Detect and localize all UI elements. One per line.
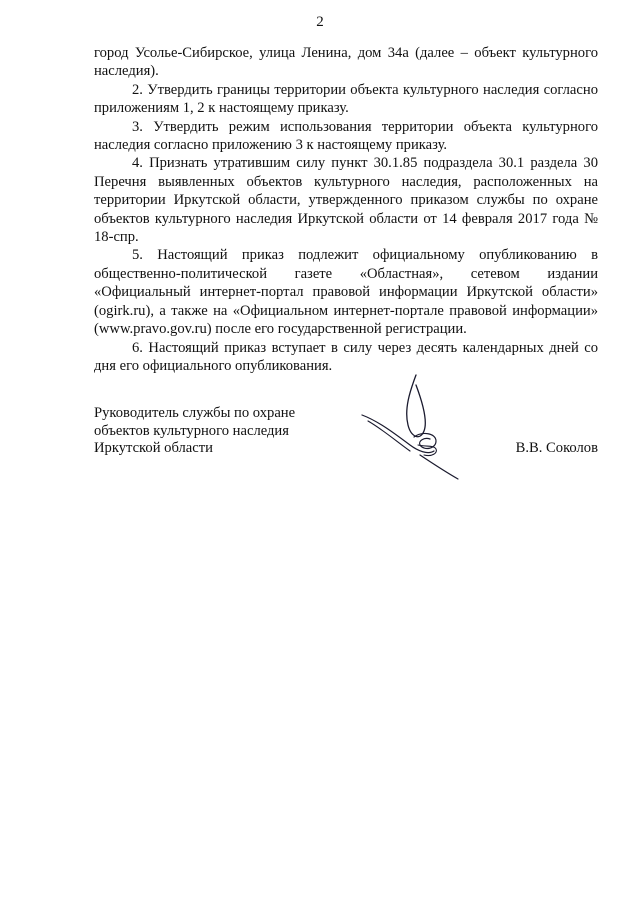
document-body — [94, 44, 598, 375]
paragraph-item-4: 4. Признать утратившим силу пункт 30.1.85 подраздела 30.1 раздела 30 Перечня выявленных объектов культурного наследия, расположенных на территории Иркутской области, утвержденного приказом службы по охране объектов культурного наследия Иркутской области от 14 февраля 2017 года № 18-спр. — [94, 155, 598, 246]
signer-title-line: Иркутской области — [94, 440, 213, 456]
paragraph-item-3: 3. Утвердить режим использования территории объекта культурного наследия согласно приложению 3 к настоящему приказу. — [94, 118, 598, 154]
paragraph-item-2: 2. Утвердить границы территории объекта культурного наследия согласно приложениям 1, 2 к настоящему приказу. — [94, 81, 598, 117]
paragraph-item-5: 5. Настоящий приказ подлежит официальному опубликованию в общественно-политической газете «Областная», сетевом издании «Официальный интернет-портал правовой информации Иркутской области» (ogirk.ru), а также на «Официальном интернет-портале правовой информации» (www.pravo.gov.ru) после его государственной регистрации. — [94, 247, 598, 338]
signer-title-line: объектов культурного наследия — [94, 422, 289, 439]
paragraph-item-6: 6. Настоящий приказ вступает в силу через десять календарных дней со дня его официального опубликования. — [94, 339, 598, 374]
signature-block — [94, 405, 598, 485]
signer-title — [94, 405, 295, 458]
signer-title-line: Руководитель службы по охране — [94, 405, 296, 421]
signer-name: В.В. Соколов — [515, 440, 598, 456]
paragraph-continuation: город Усолье-Сибирское, улица Ленина, дом 34а (далее – объект культурного наследия). — [94, 45, 598, 80]
handwritten-signature-icon — [358, 371, 478, 483]
page-number: 2 — [316, 14, 324, 30]
